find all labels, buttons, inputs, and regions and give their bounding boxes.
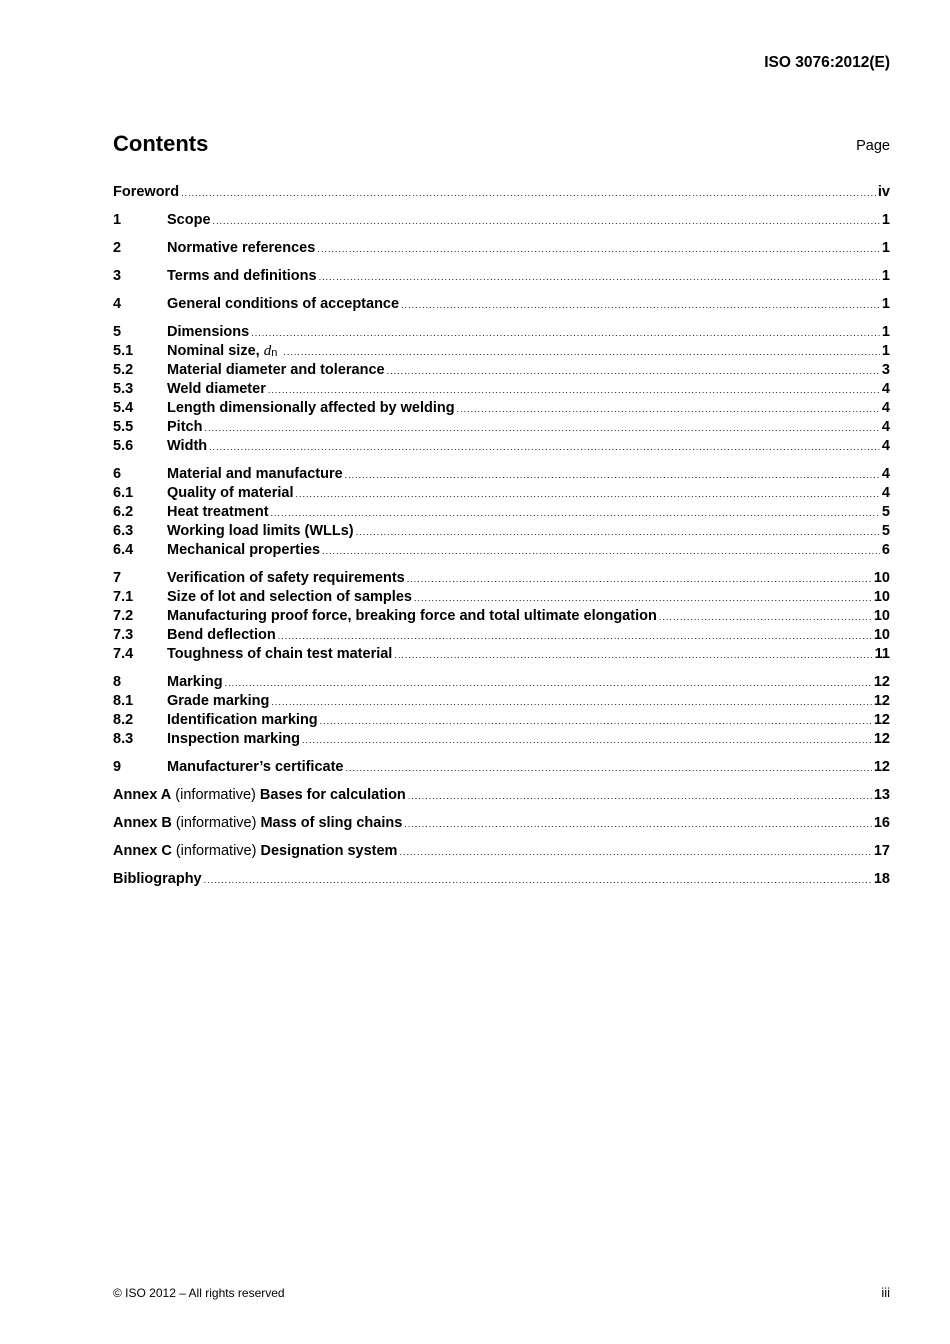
page-title: Contents — [113, 131, 209, 156]
entry-page: 4 — [881, 400, 890, 416]
entry-number: 5.2 — [113, 362, 134, 378]
entry-page: 1 — [881, 343, 890, 359]
entry-label — [167, 626, 276, 645]
entry-label — [167, 211, 211, 230]
dot-leader — [659, 608, 872, 627]
toc-entry[interactable] — [113, 588, 890, 607]
entry-page: 10 — [873, 627, 890, 643]
symbol: d — [263, 343, 272, 359]
entry-page: 6 — [881, 542, 890, 558]
entry-title: Width — [167, 438, 208, 454]
entry-number: 7 — [113, 570, 122, 586]
dot-leader — [302, 731, 872, 750]
dot-leader — [283, 343, 880, 362]
entry-page: 1 — [881, 268, 890, 284]
dot-leader — [296, 485, 880, 504]
entry-number: 8.3 — [113, 731, 134, 747]
dot-leader — [345, 759, 871, 778]
dot-leader — [399, 843, 871, 862]
toc-entry[interactable] — [113, 569, 890, 588]
toc-entry[interactable] — [113, 342, 890, 361]
toc-entry[interactable] — [113, 842, 890, 861]
toc-entry[interactable] — [113, 692, 890, 711]
toc-entry[interactable] — [113, 239, 890, 258]
toc-group — [113, 323, 890, 456]
entry-page: 3 — [881, 362, 890, 378]
annex-label: Annex A — [113, 787, 172, 803]
entry-label — [167, 361, 385, 380]
entry-number: 8 — [113, 674, 122, 690]
dot-leader — [268, 381, 880, 400]
entry-label — [167, 295, 399, 314]
entry-page: 4 — [881, 438, 890, 454]
entry-title: Pitch — [167, 419, 203, 435]
dot-leader — [251, 324, 880, 343]
entry-title: Material diameter and tolerance — [167, 362, 385, 378]
toc-entry[interactable] — [113, 758, 890, 777]
entry-page: 10 — [873, 589, 890, 605]
entry-title: Identification marking — [167, 712, 318, 728]
toc-group — [113, 569, 890, 664]
entry-label — [167, 418, 202, 437]
toc-entry[interactable] — [113, 418, 890, 437]
annex-label: Annex C — [113, 843, 172, 859]
toc-entry[interactable] — [113, 711, 890, 730]
toc-entry[interactable] — [113, 484, 890, 503]
entry-number: 6.3 — [113, 523, 134, 539]
dot-leader — [414, 589, 872, 608]
entry-title: Toughness of chain test material — [167, 646, 393, 662]
entry-label — [167, 588, 412, 607]
toc-entry[interactable] — [113, 267, 890, 286]
symbol-subscript: n — [271, 347, 278, 359]
entry-page: 4 — [881, 485, 890, 501]
dot-leader — [271, 693, 872, 712]
toc-group — [113, 758, 890, 777]
dot-leader — [319, 268, 880, 287]
entry-page: 5 — [881, 523, 890, 539]
entry-page: 5 — [881, 504, 890, 520]
entry-label — [113, 183, 179, 202]
entry-number: 5.5 — [113, 419, 134, 435]
toc-entry[interactable] — [113, 361, 890, 380]
entry-title: Grade marking — [167, 693, 270, 709]
dot-leader — [320, 712, 872, 731]
dot-leader — [407, 570, 872, 589]
table-of-contents — [113, 183, 890, 898]
dot-leader — [204, 871, 872, 890]
entry-number: 6.2 — [113, 504, 134, 520]
toc-entry[interactable] — [113, 465, 890, 484]
entry-number: 5.3 — [113, 381, 134, 397]
entry-title: Normative references — [167, 240, 316, 256]
entry-title: Designation system — [260, 843, 398, 859]
toc-entry[interactable] — [113, 211, 890, 230]
entry-label — [167, 730, 300, 749]
entry-title: Verification of safety requirements — [167, 570, 405, 586]
entry-label — [167, 342, 281, 362]
dot-leader — [204, 419, 879, 438]
dot-leader — [387, 362, 880, 381]
entry-label — [167, 673, 223, 692]
entry-label — [167, 267, 317, 286]
entry-label — [167, 437, 207, 456]
entry-label — [167, 380, 266, 399]
dot-leader — [404, 815, 872, 834]
annex-type: (informative) — [171, 787, 260, 803]
toc-entry[interactable] — [113, 673, 890, 692]
dot-leader — [356, 523, 880, 542]
entry-title: Marking — [167, 674, 223, 690]
dot-leader — [322, 542, 880, 561]
entry-page: 10 — [873, 608, 890, 624]
entry-title: Manufacturing proof force, breaking force and total ultimate elongation — [167, 608, 657, 624]
entry-page: 4 — [881, 466, 890, 482]
entry-title: Heat treatment — [167, 504, 269, 520]
toc-entry[interactable] — [113, 399, 890, 418]
entry-number: 6 — [113, 466, 122, 482]
toc-group — [113, 814, 890, 833]
dot-leader — [181, 184, 876, 203]
entry-title: Mass of sling chains — [260, 815, 403, 831]
entry-page: 1 — [881, 296, 890, 312]
entry-page: 12 — [873, 759, 890, 775]
dot-leader — [408, 787, 872, 806]
entry-title: Quality of material — [167, 485, 294, 501]
entry-label — [167, 503, 269, 522]
entry-number: 1 — [113, 212, 122, 228]
entry-title: Weld diameter — [167, 381, 266, 397]
dot-leader — [401, 296, 880, 315]
toc-group — [113, 465, 890, 560]
toc-entry[interactable] — [113, 645, 890, 664]
entry-label — [113, 842, 397, 861]
entry-label — [167, 541, 320, 560]
dot-leader — [457, 400, 880, 419]
entry-page: 11 — [874, 646, 890, 662]
entry-label — [113, 786, 406, 805]
entry-number: 7.4 — [113, 646, 134, 662]
entry-title: Length dimensionally affected by welding — [167, 400, 455, 416]
toc-entry[interactable] — [113, 626, 890, 645]
entry-page: 17 — [873, 843, 890, 859]
entry-label — [167, 465, 343, 484]
entry-number: 5.1 — [113, 343, 134, 359]
entry-title: Nominal size, — [167, 343, 264, 359]
dot-leader — [225, 674, 872, 693]
entry-page: 13 — [873, 787, 890, 803]
entry-page: 1 — [881, 212, 890, 228]
toc-entry[interactable] — [113, 870, 890, 889]
entry-title: Bases for calculation — [259, 787, 406, 803]
entry-label — [167, 645, 392, 664]
entry-number: 5.4 — [113, 400, 134, 416]
entry-title: Bend deflection — [167, 627, 276, 643]
entry-page: 18 — [873, 871, 890, 887]
entry-number: 8.2 — [113, 712, 134, 728]
toc-group — [113, 842, 890, 861]
toc-entry[interactable] — [113, 380, 890, 399]
entry-number: 4 — [113, 296, 122, 312]
dot-leader — [394, 646, 872, 665]
toc-entry[interactable] — [113, 437, 890, 456]
dot-leader — [271, 504, 880, 523]
toc-group — [113, 239, 890, 258]
entry-title: Manufacturer’s certificate — [167, 759, 344, 775]
toc-entry[interactable] — [113, 814, 890, 833]
entry-label — [167, 692, 269, 711]
toc-entry[interactable] — [113, 522, 890, 541]
entry-label — [167, 758, 343, 777]
entry-number: 7.1 — [113, 589, 134, 605]
entry-page: 1 — [881, 240, 890, 256]
dot-leader — [213, 212, 880, 231]
entry-label — [167, 323, 249, 342]
dot-leader — [345, 466, 880, 485]
entry-page: 12 — [873, 674, 890, 690]
annex-label: Annex B — [113, 815, 172, 831]
toc-entry[interactable] — [113, 323, 890, 342]
document-id-header: ISO 3076:2012(E) — [764, 54, 890, 71]
entry-page: 1 — [881, 324, 890, 340]
entry-page: 16 — [873, 815, 890, 831]
entry-page: 12 — [873, 712, 890, 728]
entry-number: 6.4 — [113, 542, 134, 558]
entry-title: Dimensions — [167, 324, 250, 340]
entry-number: 2 — [113, 240, 122, 256]
entry-title: Size of lot and selection of samples — [167, 589, 412, 605]
toc-group — [113, 267, 890, 286]
entry-number: 5 — [113, 324, 122, 340]
footer-copyright: © ISO 2012 – All rights reserved — [113, 1286, 285, 1300]
entry-label — [167, 711, 318, 730]
toc-group — [113, 673, 890, 749]
footer-page-number: iii — [881, 1285, 890, 1300]
entry-label — [167, 399, 455, 418]
toc-group — [113, 211, 890, 230]
entry-number: 7.2 — [113, 608, 134, 624]
entry-label — [167, 484, 294, 503]
entry-title: Mechanical properties — [167, 542, 321, 558]
entry-number: 3 — [113, 268, 122, 284]
entry-title: Foreword — [113, 184, 180, 200]
toc-entry[interactable] — [113, 183, 890, 202]
entry-number: 8.1 — [113, 693, 134, 709]
toc-entry[interactable] — [113, 503, 890, 522]
toc-group — [113, 870, 890, 889]
entry-number: 9 — [113, 759, 122, 775]
entry-title: Bibliography — [113, 871, 202, 887]
entry-label — [167, 522, 354, 541]
entry-number: 5.6 — [113, 438, 134, 454]
entry-label — [113, 870, 202, 889]
toc-group — [113, 786, 890, 805]
entry-page: 12 — [873, 731, 890, 747]
entry-page: iv — [877, 184, 890, 200]
dot-leader — [278, 627, 872, 646]
annex-type: (informative) — [171, 843, 261, 859]
toc-entry[interactable] — [113, 607, 890, 626]
dot-leader — [209, 438, 880, 457]
entry-page: 4 — [881, 419, 890, 435]
entry-label — [167, 239, 315, 258]
toc-group — [113, 183, 890, 202]
dot-leader — [317, 240, 880, 259]
entry-number: 7.3 — [113, 627, 134, 643]
entry-title: General conditions of acceptance — [167, 296, 400, 312]
entry-number: 6.1 — [113, 485, 134, 501]
annex-type: (informative) — [171, 815, 261, 831]
entry-page: 4 — [881, 381, 890, 397]
entry-page: 10 — [873, 570, 890, 586]
toc-group — [113, 295, 890, 314]
toc-entry[interactable] — [113, 541, 890, 560]
entry-label — [167, 569, 405, 588]
entry-title: Scope — [167, 212, 211, 228]
toc-entry[interactable] — [113, 786, 890, 805]
page-column-label: Page — [856, 138, 890, 154]
entry-title: Material and manufacture — [167, 466, 343, 482]
toc-entry[interactable] — [113, 730, 890, 749]
entry-label — [167, 607, 657, 626]
toc-entry[interactable] — [113, 295, 890, 314]
entry-title: Working load limits (WLLs) — [167, 523, 354, 539]
entry-label — [113, 814, 402, 833]
entry-title: Terms and definitions — [167, 268, 317, 284]
entry-page: 12 — [873, 693, 890, 709]
entry-title: Inspection marking — [167, 731, 300, 747]
